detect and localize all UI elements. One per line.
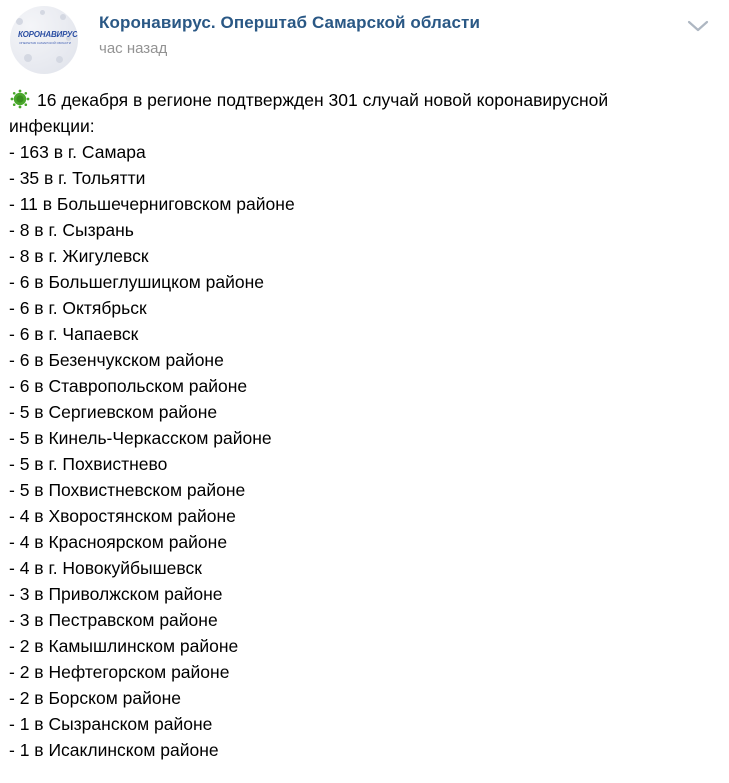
list-item: - 11 в Большечерниговском районе [9, 194, 295, 214]
list-item: - 3 в Пестравском районе [9, 610, 218, 630]
list-item: - 6 в Ставропольском районе [9, 376, 248, 396]
list-item: - 35 в г. Тольятти [9, 168, 146, 188]
list-item: - 2 в Нефтегорском районе [9, 662, 230, 682]
avatar-logo-title: КОРОНАВИРУС [18, 30, 78, 39]
avatar-decoration [40, 10, 45, 15]
list-item: - 8 в г. Жигулевск [9, 246, 149, 266]
list-item: - 6 в Безенчукском районе [9, 350, 224, 370]
author-avatar[interactable] [10, 6, 78, 74]
avatar-decoration [56, 56, 63, 63]
list-item: - 1 в Исаклинском районе [9, 740, 219, 760]
avatar-decoration [16, 18, 23, 25]
list-item: - 163 в г. Самара [9, 142, 146, 162]
list-item: - 6 в Большеглушицком районе [9, 272, 265, 292]
post-timestamp[interactable]: час назад [99, 40, 168, 57]
headline-line-2: инфекции: [9, 116, 95, 136]
avatar-decoration [60, 14, 66, 20]
list-item: - 1 в Сызранском районе [9, 714, 213, 734]
list-item: - 5 в г. Похвистнево [9, 454, 168, 474]
list-item: - 2 в Борском районе [9, 688, 181, 708]
avatar-decoration [24, 54, 32, 62]
virus-emoji-icon [9, 89, 31, 109]
post-text [9, 87, 709, 763]
list-item: - 3 в Приволжском районе [9, 584, 223, 604]
list-item: - 5 в Сергиевском районе [9, 402, 218, 422]
chevron-down-icon[interactable] [686, 18, 710, 34]
list-item: - 4 в Красноярском районе [9, 532, 228, 552]
headline-text: 16 декабря в регионе подтвержден 301 случай новой коронавирусной [37, 90, 609, 110]
list-item: - 6 в г. Чапаевск [9, 324, 139, 344]
author-name-link[interactable]: Коронавирус. Оперштаб Самарской области [99, 13, 481, 32]
headline-line-1 [9, 87, 709, 113]
list-item: - 2 в Камышлинском районе [9, 636, 239, 656]
list-item: - 6 в г. Октябрьск [9, 298, 147, 318]
avatar-logo-subtitle: ОПЕРШТАБ САМАРСКОЙ ОБЛАСТИ [19, 41, 71, 45]
list-item: - 5 в Похвистневском районе [9, 480, 246, 500]
list-item: - 8 в г. Сызрань [9, 220, 134, 240]
list-item: - 5 в Кинель-Черкасском районе [9, 428, 272, 448]
list-item: - 4 в Хворостянском районе [9, 506, 236, 526]
post-header [0, 0, 729, 80]
list-item: - 4 в г. Новокуйбышевск [9, 558, 202, 578]
